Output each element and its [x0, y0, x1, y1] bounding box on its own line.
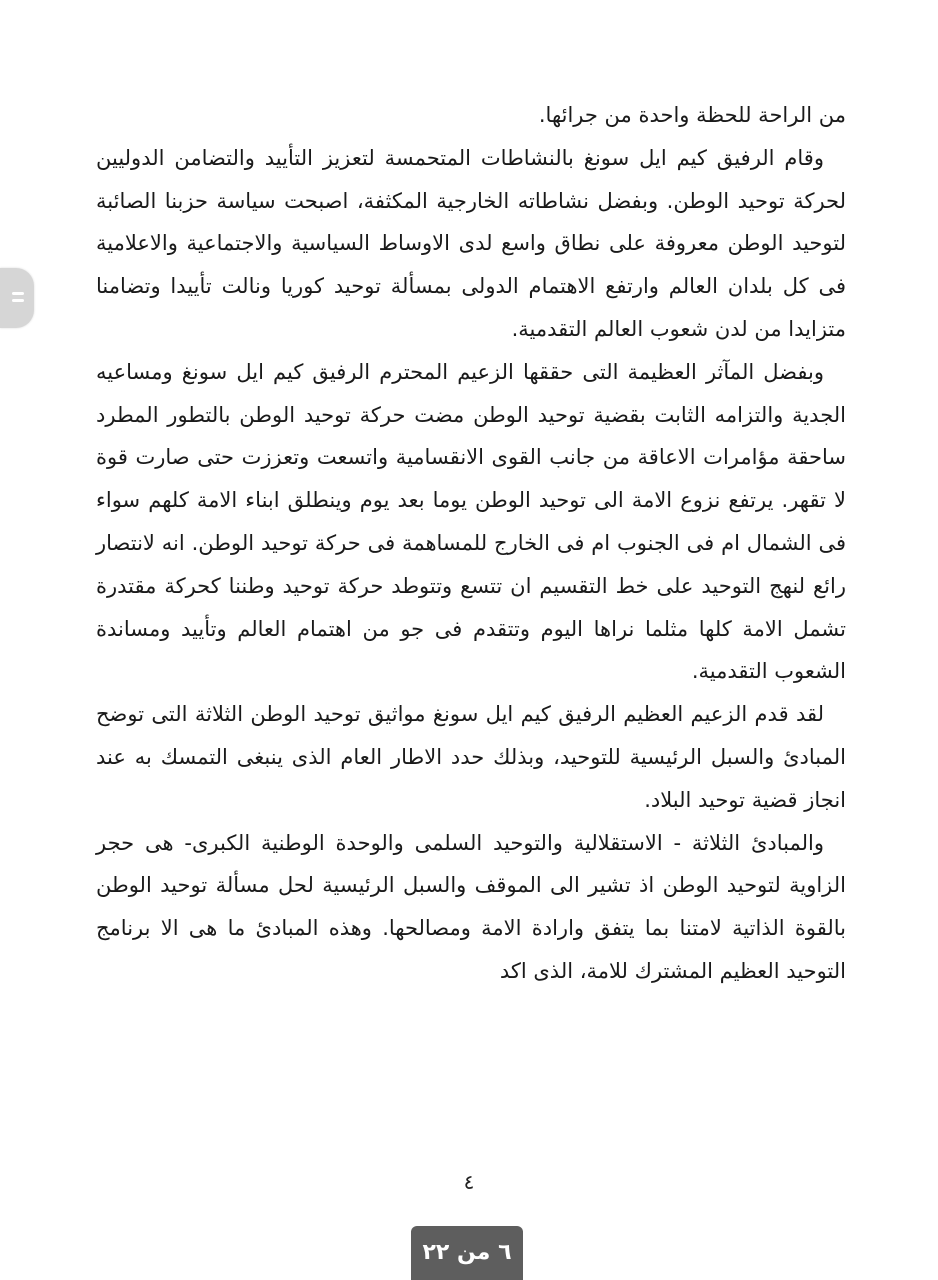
drawer-handle-icon [12, 292, 24, 295]
printed-page-number: ٤ [463, 1170, 475, 1194]
paragraph-1: من الراحة للحظة واحدة من جرائها. [538, 103, 846, 127]
page-counter-badge: ٦ من ٢٢ [411, 1226, 523, 1280]
drawer-handle-icon-bar [12, 299, 24, 302]
side-drawer-handle[interactable] [0, 268, 34, 328]
paragraph-5: والمبادئ الثلاثة - الاستقلالية والتوحيد السلمى والوحدة الوطنية الكبرى- هى حجر الزاوية لتوحيد الوطن اذ تشير الى الموقف والسبل الرئيسية لحل مسألة توحيد الوطن بالقوة الذاتية لامتنا بما يتفق وارادة الامة ومصالحها. وهذه المبادئ ما هى الا برنامج التوحيد العظيم المشترك للامة، الذى اكد [96, 830, 846, 983]
paragraph-3: وبفضل المآثر العظيمة التى حققها الزعيم المحترم الرفيق كيم ايل سونغ ومساعيه الجدية والتزامه الثابت بقضية توحيد الوطن مضت حركة توحيد الوطن بالتطور المطرد ساحقة مؤامرات الاعاقة من جانب القوى الانقسامية واتسعت وتعززت حتى صارت قوة لا تقهر. يرتفع نزوع الامة الى توحيد الوطن يوما بعد يوم وينطلق ابناء الامة كلهم سواء فى الشمال ام فى الجنوب ام فى الخارج للمساهمة فى حركة توحيد الوطن. انه لانتصار رائع لنهج التوحيد على خط التقسيم ان تتسع وتتوطد حركة توحيد وطننا كحركة مقتدرة تشمل الامة كلها مثلما نراها اليوم وتتقدم فى جو من اهتمام العالم وتأييد ومساندة الشعوب التقدمية. [96, 359, 846, 684]
paragraph-4: لقد قدم الزعيم العظيم الرفيق كيم ايل سونغ مواثيق توحيد الوطن الثلاثة التى توضح المبادئ والسبل الرئيسية للتوحيد، وبذلك حدد الاطار العام الذى ينبغى التمسك به عند انجاز قضية توحيد البلاد. [96, 702, 846, 812]
paragraph-2: وقام الرفيق كيم ايل سونغ بالنشاطات المتحمسة لتعزيز التأييد والتضامن الدوليين لحركة توحيد الوطن. وبفضل نشاطاته الخارجية المكثفة، اصبحت سياسة حزبنا الصائبة لتوحيد الوطن معروفة على نطاق واسع لدى الاوساط السياسية والاجتماعية والاعلامية فى كل بلدان العالم وارتفع الاهتمام الدولى بمسألة توحيد كوريا ونالت تأييدا وتضامنا متزايدا من لدن شعوب العالم التقدمية. [96, 145, 846, 341]
document-body [96, 94, 846, 993]
